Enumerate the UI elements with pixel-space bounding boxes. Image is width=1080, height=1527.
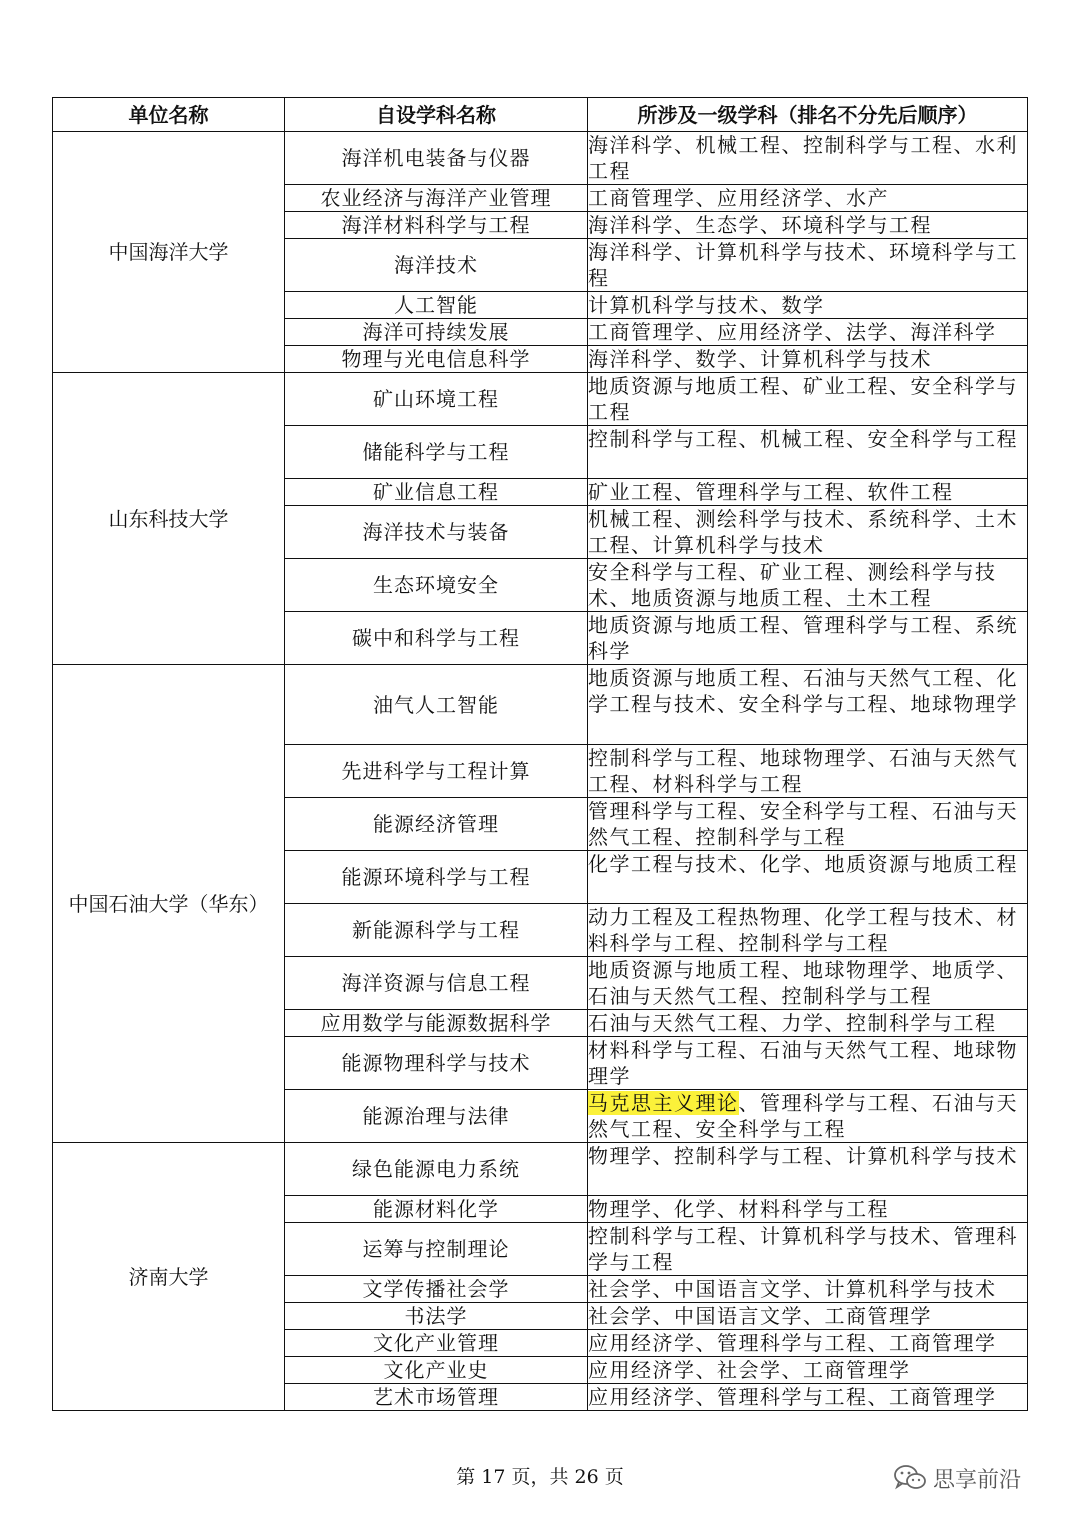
subject-name-cell: 能源环境科学与工程 <box>285 851 588 904</box>
unit-name-cell: 中国海洋大学 <box>53 132 285 373</box>
disciplines-cell: 海洋科学、机械工程、控制科学与工程、水利工程 <box>588 132 1028 185</box>
disciplines-cell: 海洋科学、生态学、环境科学与工程 <box>588 212 1028 239</box>
disciplines-cell: 管理科学与工程、安全科学与工程、石油与天然气工程、控制科学与工程 <box>588 798 1028 851</box>
header-disciplines: 所涉及一级学科（排名不分先后顺序） <box>588 98 1028 132</box>
subject-table <box>52 97 1028 1411</box>
disciplines-cell: 社会学、中国语言文学、计算机科学与技术 <box>588 1276 1028 1303</box>
header-unit: 单位名称 <box>53 98 285 132</box>
subject-name-cell: 新能源科学与工程 <box>285 904 588 957</box>
subject-name-cell: 碳中和科学与工程 <box>285 612 588 665</box>
watermark <box>893 1460 1053 1496</box>
subject-name-cell: 先进科学与工程计算 <box>285 745 588 798</box>
subject-name-cell: 绿色能源电力系统 <box>285 1143 588 1196</box>
subject-name-cell: 海洋可持续发展 <box>285 319 588 346</box>
disciplines-cell: 地质资源与地质工程、矿业工程、安全科学与工程 <box>588 373 1028 426</box>
table-row <box>53 1143 1028 1196</box>
subject-name-cell: 书法学 <box>285 1303 588 1330</box>
disciplines-cell: 海洋科学、计算机科学与技术、环境科学与工程 <box>588 239 1028 292</box>
subject-name-cell: 矿山环境工程 <box>285 373 588 426</box>
disciplines-cell: 应用经济学、社会学、工商管理学 <box>588 1357 1028 1384</box>
subject-name-cell: 海洋资源与信息工程 <box>285 957 588 1010</box>
subject-name-cell: 能源物理科学与技术 <box>285 1037 588 1090</box>
subject-name-cell: 储能科学与工程 <box>285 426 588 479</box>
disciplines-cell: 地质资源与地质工程、石油与天然气工程、化学工程与技术、安全科学与工程、地球物理学 <box>588 665 1028 745</box>
discipline-text: 、管理科学与工程、石油与天然气工程、安全科学与工程 <box>588 1091 1018 1141</box>
subject-name-cell: 能源经济管理 <box>285 798 588 851</box>
unit-name-cell: 山东科技大学 <box>53 373 285 665</box>
disciplines-cell: 石油与天然气工程、力学、控制科学与工程 <box>588 1010 1028 1037</box>
subject-name-cell: 海洋机电装备与仪器 <box>285 132 588 185</box>
subject-name-cell: 能源材料化学 <box>285 1196 588 1223</box>
highlighted-discipline: 马克思主义理论 <box>588 1091 739 1115</box>
subject-name-cell: 矿业信息工程 <box>285 479 588 506</box>
disciplines-cell: 应用经济学、管理科学与工程、工商管理学 <box>588 1384 1028 1411</box>
disciplines-cell: 动力工程及工程热物理、化学工程与技术、材料科学与工程、控制科学与工程 <box>588 904 1028 957</box>
disciplines-cell: 机械工程、测绘科学与技术、系统科学、土木工程、计算机科学与技术 <box>588 506 1028 559</box>
subject-name-cell: 人工智能 <box>285 292 588 319</box>
disciplines-cell: 物理学、化学、材料科学与工程 <box>588 1196 1028 1223</box>
disciplines-cell: 矿业工程、管理科学与工程、软件工程 <box>588 479 1028 506</box>
subject-name-cell: 文化产业史 <box>285 1357 588 1384</box>
disciplines-cell: 控制科学与工程、地球物理学、石油与天然气工程、材料科学与工程 <box>588 745 1028 798</box>
disciplines-cell: 材料科学与工程、石油与天然气工程、地球物理学 <box>588 1037 1028 1090</box>
subject-name-cell: 油气人工智能 <box>285 665 588 745</box>
subject-name-cell: 海洋技术 <box>285 239 588 292</box>
disciplines-cell <box>588 1090 1028 1143</box>
disciplines-cell: 应用经济学、管理科学与工程、工商管理学 <box>588 1330 1028 1357</box>
disciplines-cell: 计算机科学与技术、数学 <box>588 292 1028 319</box>
unit-name-cell: 中国石油大学（华东） <box>53 665 285 1143</box>
subject-name-cell: 海洋材料科学与工程 <box>285 212 588 239</box>
subject-name-cell: 运筹与控制理论 <box>285 1223 588 1276</box>
disciplines-cell: 工商管理学、应用经济学、法学、海洋科学 <box>588 319 1028 346</box>
wechat-icon <box>893 1464 927 1492</box>
disciplines-cell: 海洋科学、数学、计算机科学与技术 <box>588 346 1028 373</box>
subject-name-cell: 文学传播社会学 <box>285 1276 588 1303</box>
subject-name-cell: 应用数学与能源数据科学 <box>285 1010 588 1037</box>
table-row <box>53 373 1028 426</box>
disciplines-cell: 控制科学与工程、机械工程、安全科学与工程 <box>588 426 1028 479</box>
unit-name-cell: 济南大学 <box>53 1143 285 1411</box>
header-subject: 自设学科名称 <box>285 98 588 132</box>
table-body <box>53 132 1028 1411</box>
subject-name-cell: 海洋技术与装备 <box>285 506 588 559</box>
subject-name-cell: 艺术市场管理 <box>285 1384 588 1411</box>
subject-name-cell: 文化产业管理 <box>285 1330 588 1357</box>
watermark-text: 思享前沿 <box>933 1467 1022 1493</box>
disciplines-cell: 控制科学与工程、计算机科学与技术、管理科学与工程 <box>588 1223 1028 1276</box>
disciplines-cell: 安全科学与工程、矿业工程、测绘科学与技术、地质资源与地质工程、土木工程 <box>588 559 1028 612</box>
subject-name-cell: 农业经济与海洋产业管理 <box>285 185 588 212</box>
disciplines-cell: 物理学、控制科学与工程、计算机科学与技术 <box>588 1143 1028 1196</box>
table-row <box>53 665 1028 745</box>
disciplines-cell: 地质资源与地质工程、管理科学与工程、系统科学 <box>588 612 1028 665</box>
table-row <box>53 132 1028 185</box>
subject-name-cell: 生态环境安全 <box>285 559 588 612</box>
page-footer: 第 17 页，共 26 页 <box>456 1466 624 1488</box>
disciplines-cell: 工商管理学、应用经济学、水产 <box>588 185 1028 212</box>
disciplines-cell: 地质资源与地质工程、地球物理学、地质学、石油与天然气工程、控制科学与工程 <box>588 957 1028 1010</box>
disciplines-cell: 社会学、中国语言文学、工商管理学 <box>588 1303 1028 1330</box>
subject-name-cell: 物理与光电信息科学 <box>285 346 588 373</box>
disciplines-cell: 化学工程与技术、化学、地质资源与地质工程 <box>588 851 1028 904</box>
table-header-row <box>53 98 1028 132</box>
subject-name-cell: 能源治理与法律 <box>285 1090 588 1143</box>
